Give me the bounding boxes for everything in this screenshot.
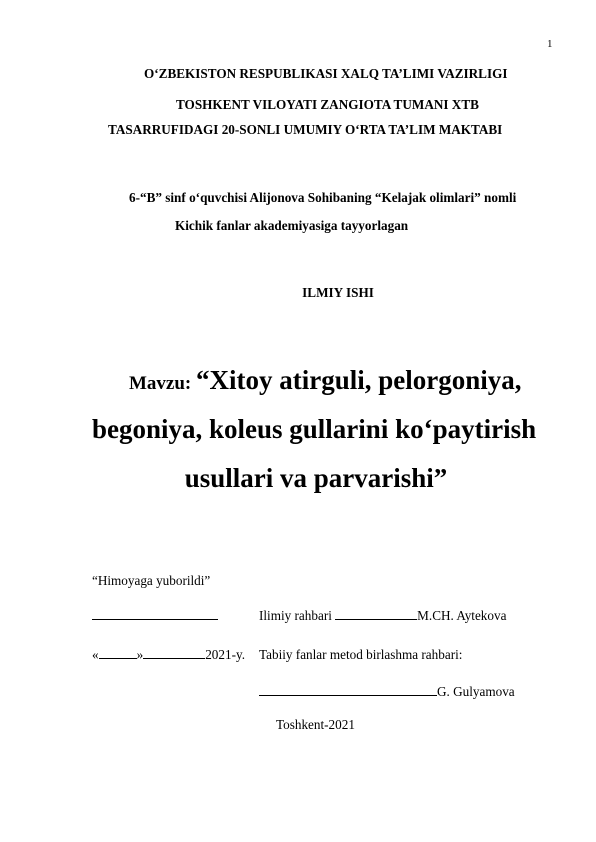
supervisor-signature-line xyxy=(335,608,417,620)
month-blank xyxy=(143,647,205,659)
blank-line xyxy=(92,608,218,620)
method-head-line xyxy=(259,684,515,700)
supervisor-label: Ilimiy rahbari xyxy=(259,608,336,623)
ministry-heading: O‘ZBEKISTON RESPUBLIKASI XALQ TA’LIMI VAZIRLIGI xyxy=(144,66,508,81)
topic-line-2: begoniya, koleus gullarini ko‘paytirish xyxy=(92,414,537,444)
date-year: 2021-y. xyxy=(205,647,245,662)
topic-line-1 xyxy=(129,365,522,396)
date-open-quote: « xyxy=(92,647,99,662)
city-year: Toshkent-2021 xyxy=(276,717,355,732)
school-heading: TASARRUFIDAGI 20-SONLI UMUMIY O‘RTA TA’LIM MAKTABI xyxy=(108,122,503,137)
author-line-1: 6-“B” sinf o‘quvchisi Alijonova Sohibaning “Kelajak olimlari” nomli xyxy=(129,190,517,205)
day-blank xyxy=(99,647,137,659)
sent-to-defense-label: “Himoyaga yuborildi” xyxy=(92,573,211,588)
method-head-label: Tabiiy fanlar metod birlashma rahbari: xyxy=(259,647,463,662)
method-head-name: G. Gulyamova xyxy=(437,684,515,699)
signature-blank xyxy=(92,608,218,624)
date-mid-quote: » xyxy=(136,647,144,662)
supervisor-name: M.CH. Aytekova xyxy=(417,608,507,623)
topic-label: Mavzu: xyxy=(129,373,197,394)
page-number: 1 xyxy=(547,38,553,50)
topic-line-3: usullari va parvarishi” xyxy=(184,463,448,493)
date-line xyxy=(92,647,245,663)
topic-text-1: “Xitoy atirguli, pelorgoniya, xyxy=(196,365,522,395)
district-heading: TOSHKENT VILOYATI ZANGIOTA TUMANI XTB xyxy=(176,97,479,112)
author-line-2: Kichik fanlar akademiyasiga tayyorlagan xyxy=(175,218,409,233)
work-type-title: ILMIY ISHI xyxy=(302,285,374,300)
method-head-signature-line xyxy=(259,684,437,696)
supervisor-line xyxy=(259,608,506,624)
